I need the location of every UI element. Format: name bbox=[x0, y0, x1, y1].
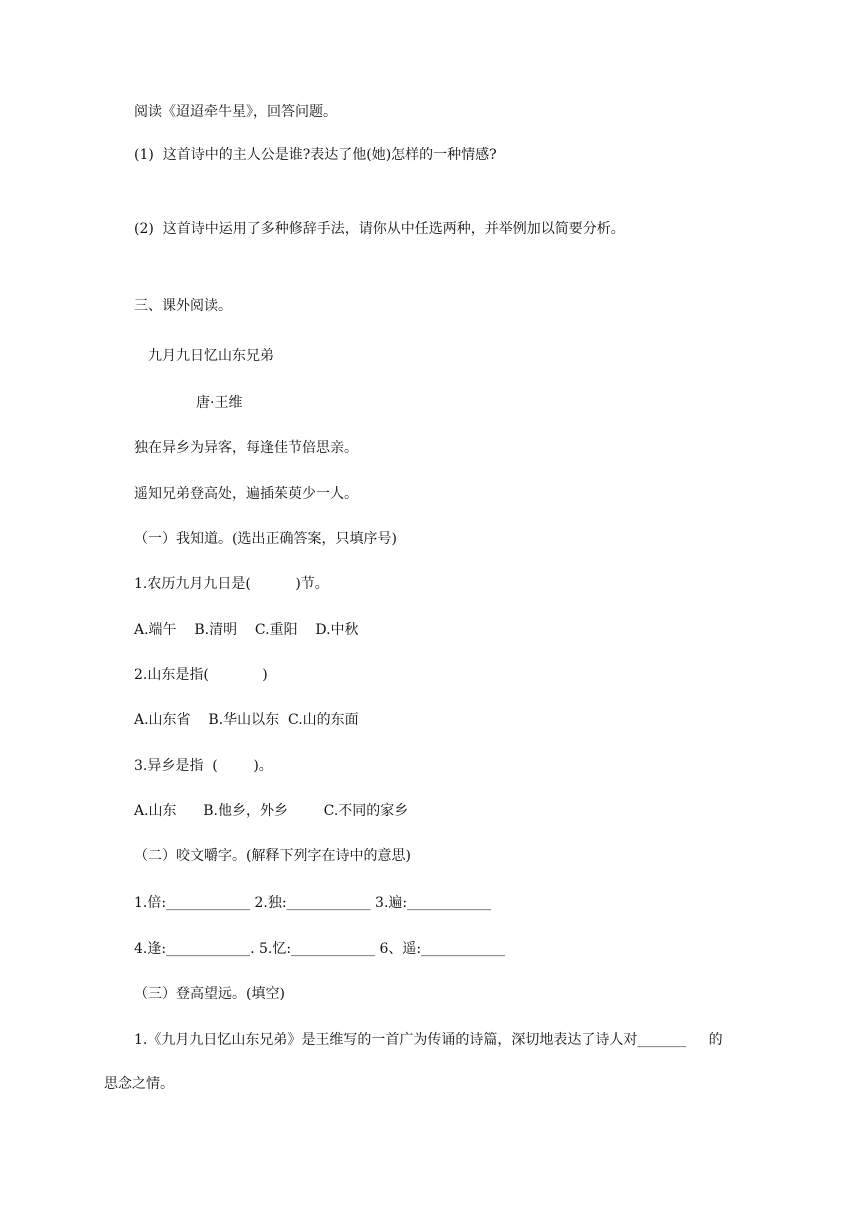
poem-line-2: 遥知兄弟登高处，遍插茱萸少一人。 bbox=[134, 486, 358, 502]
part3-question-1-line-2: 思念之情。 bbox=[104, 1076, 174, 1092]
poem-author: 唐·王维 bbox=[196, 395, 243, 411]
part2-row-1: 1.倍:____________ 2.独:____________ 3.遍:____________ bbox=[134, 895, 492, 911]
part1-question-1-options: A.端午 B.清明 C.重阳 D.中秋 bbox=[134, 622, 359, 638]
part1-question-2: 2.山东是指( ) bbox=[134, 667, 268, 683]
question-1: (1) 这首诗中的主人公是谁?表达了他(她)怎样的一种情感? bbox=[134, 147, 497, 163]
part1-question-2-options: A.山东省 B.华山以东 C.山的东面 bbox=[134, 712, 359, 728]
question-2: (2) 这首诗中运用了多种修辞手法，请你从中任选两种，并举例加以简要分析。 bbox=[134, 221, 625, 237]
part3-question-1-line-1: 1.《九月九日忆山东兄弟》是王维写的一首广为传诵的诗篇，深切地表达了诗人对_______ 的 bbox=[134, 1032, 723, 1048]
part3-heading: （三）登高望远。(填空) bbox=[134, 986, 285, 1002]
poem-title: 九月九日忆山东兄弟 bbox=[148, 348, 274, 364]
part2-heading: （二）咬文嚼字。(解释下列字在诗中的意思) bbox=[134, 848, 411, 864]
part1-question-1: 1.农历九月九日是( )节。 bbox=[134, 576, 329, 592]
part1-heading: （一）我知道。(选出正确答案，只填序号) bbox=[134, 531, 397, 547]
poem-line-1: 独在异乡为异客，每逢佳节倍思亲。 bbox=[134, 440, 358, 456]
part2-row-2: 4.逢:____________. 5.忆:____________ 6、遥:____________ bbox=[134, 941, 506, 957]
part1-question-3: 3.异乡是指 ( )。 bbox=[134, 758, 273, 774]
section-heading: 三、课外阅读。 bbox=[134, 298, 232, 314]
reading-prompt: 阅读《迢迢牵牛星》，回答问题。 bbox=[134, 104, 337, 120]
part1-question-3-options: A.山东 B.他乡，外乡 C.不同的家乡 bbox=[134, 803, 409, 819]
